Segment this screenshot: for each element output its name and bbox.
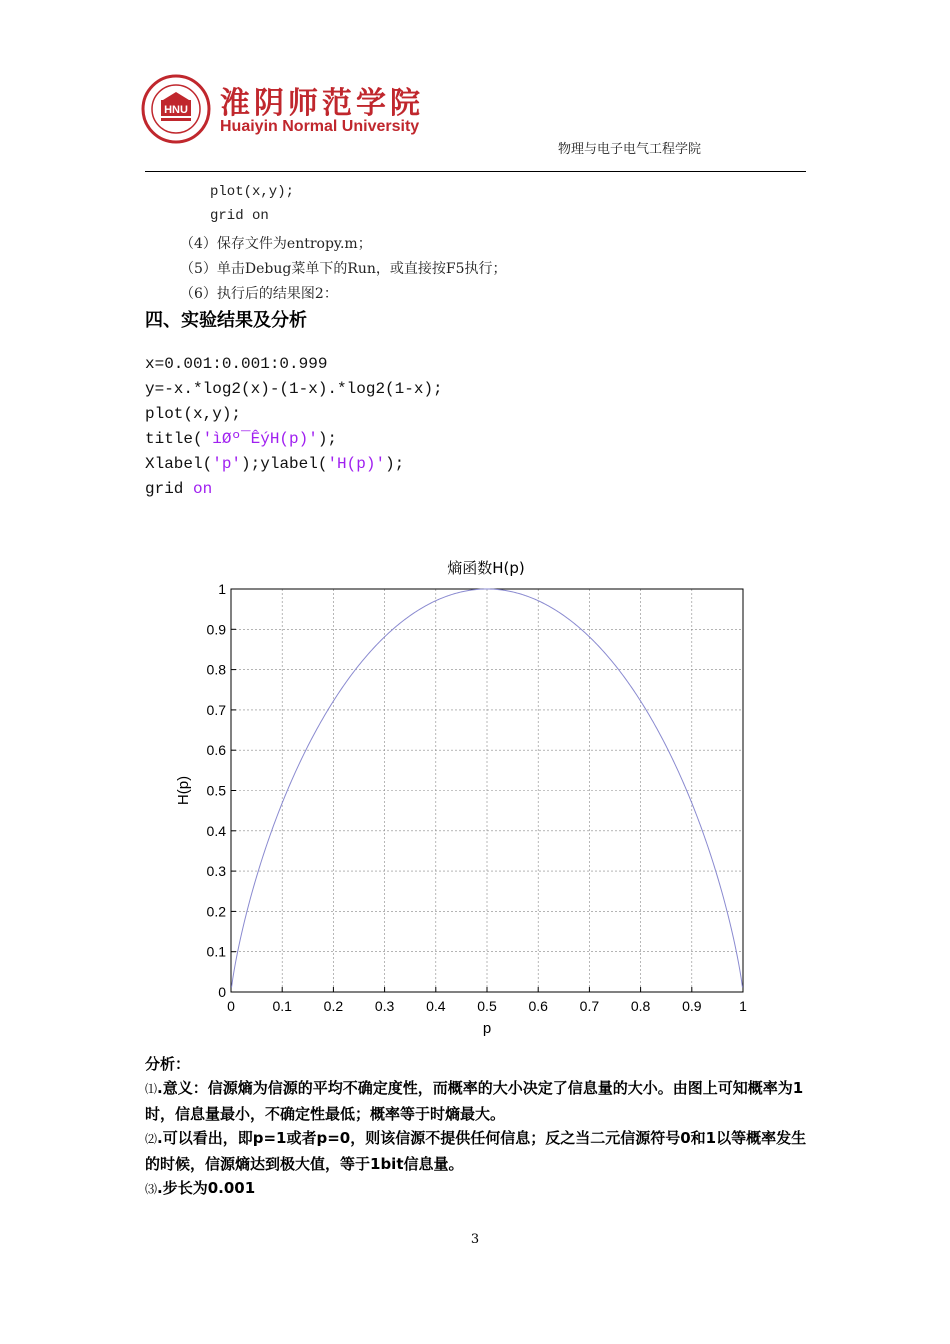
university-name-english: Huaiyin Normal University [220, 118, 420, 135]
header-divider [145, 171, 806, 172]
section-heading: 四、实验结果及分析 [145, 310, 307, 331]
x-axis-label: p [482, 1020, 492, 1037]
y-tick-label: 0.9 [206, 621, 226, 638]
code-line-4: title('ìØº¯ÊýH(p)'); [145, 430, 338, 448]
x-tick-label: 0.7 [579, 998, 600, 1014]
step-5: （5）单击Debug菜单下的Run，或直接按F5执行； [180, 261, 507, 277]
y-tick-label: 0.7 [206, 701, 226, 718]
entropy-curve [232, 589, 743, 987]
x-tick-label: 0.8 [630, 998, 651, 1014]
y-tick-label: 0.4 [206, 822, 226, 839]
x-tick-label: 0.2 [323, 998, 344, 1014]
code-line-2: y=-x.*log2(x)-(1-x).*log2(1-x); [145, 380, 443, 398]
code-line-3: plot(x,y); [145, 405, 242, 423]
x-tick-label: 0.1 [272, 998, 292, 1014]
y-tick-label: 1 [218, 581, 226, 597]
x-tick-label: 0.3 [374, 998, 395, 1014]
y-tick-label: 0 [218, 984, 226, 1000]
step-6: （6）执行后的结果图2： [180, 286, 338, 302]
y-tick-label: 0.6 [206, 742, 226, 759]
chart-ticks [207, 581, 748, 1014]
y-tick-label: 0.3 [206, 863, 226, 880]
y-axis-label: H(p) [175, 775, 192, 806]
x-tick-label: 0.6 [528, 998, 548, 1014]
university-name-chinese: 淮阴师范学院 [220, 86, 424, 121]
code-line-1: x=0.001:0.001:0.999 [145, 355, 328, 373]
y-tick-label: 0.1 [206, 943, 226, 960]
analysis-heading: 分析： [145, 1055, 191, 1073]
x-tick-label: 0.9 [682, 998, 702, 1014]
x-tick-label: 0.4 [426, 998, 446, 1014]
code-grid-line: grid on [210, 208, 269, 224]
y-tick-label: 0.2 [206, 903, 226, 920]
step-4: （4）保存文件为entropy.m； [180, 236, 372, 252]
x-tick-label: 0.5 [477, 998, 497, 1014]
code-line-6: grid on [145, 480, 213, 498]
svg-text:HNU: HNU [164, 104, 188, 116]
page-number: 3 [470, 1232, 480, 1247]
analysis-point-1: ⑴.意义：信源熵为信源的平均不确定度性，而概率的大小决定了信息量的大小。由图上可知概率为1时，信息量最小，不确定性最低；概率等于时熵最大。 [145, 1079, 804, 1123]
analysis-point-2: ⑵.可以看出，即p=1或者p=0，则该信源不提供任何信息；反之当二元信源符号0和1以等概率发生的时候，信源熵达到极大值，等于1bit信息量。 [145, 1129, 807, 1173]
code-line-5: Xlabel('p');ylabel('H(p)'); [145, 455, 405, 473]
code-plot-line: plot(x,y); [210, 184, 295, 200]
y-tick-label: 0.5 [206, 782, 226, 799]
chart-grid [231, 589, 743, 992]
x-tick-label: 0 [227, 998, 235, 1014]
y-tick-label: 0.8 [206, 661, 226, 678]
chart-title: 熵函数H(p) [447, 559, 525, 577]
x-tick-label: 1 [739, 998, 747, 1014]
university-seal-logo [141, 74, 211, 144]
department-name: 物理与电子电气工程学院 [558, 142, 702, 157]
entropy-chart [160, 552, 770, 1042]
analysis-point-3: ⑶.步长为0.001 [145, 1179, 256, 1197]
